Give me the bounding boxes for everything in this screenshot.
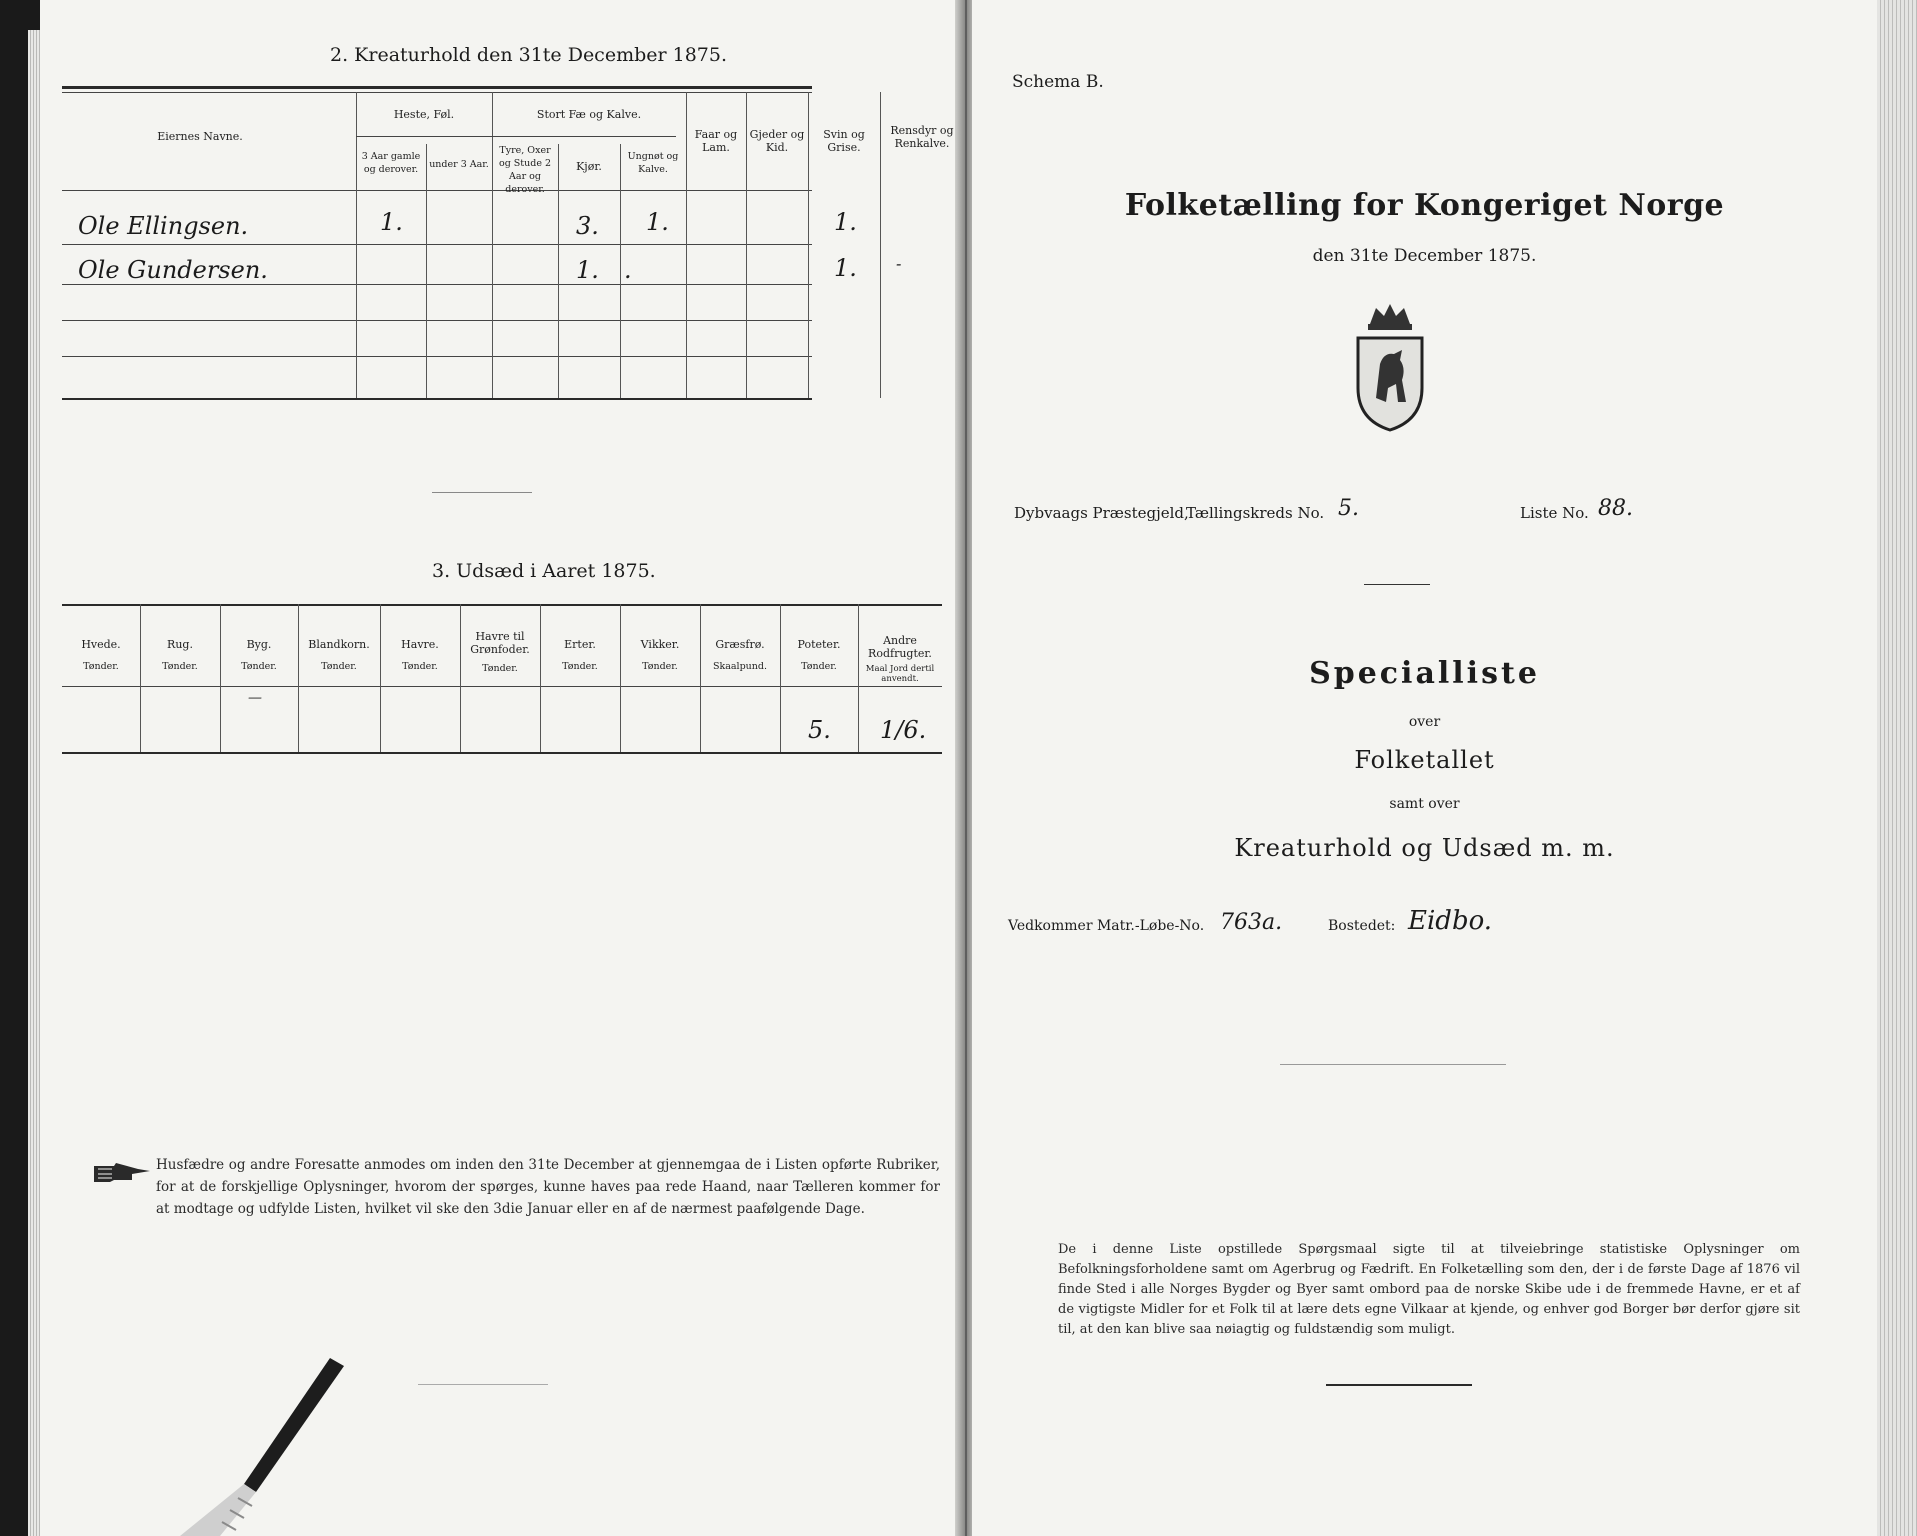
table-top-rule xyxy=(62,86,812,89)
seed-header: Blandkorn. xyxy=(308,638,370,651)
seed-unit: Tønder. xyxy=(642,661,678,672)
bosted-value: Eidbo. xyxy=(1408,906,1493,936)
col-line xyxy=(620,604,621,752)
col-line xyxy=(700,604,701,752)
seed-unit: Tønder. xyxy=(241,661,277,672)
col-line xyxy=(780,604,781,752)
header-pigs: Svin og Grise. xyxy=(823,128,865,154)
list-label: Liste No. xyxy=(1520,504,1589,522)
seed-header: Vikker. xyxy=(640,638,680,651)
coat-of-arms-icon xyxy=(1350,302,1430,432)
col-line xyxy=(540,604,541,752)
cell-value: 1. xyxy=(834,208,857,236)
right-page xyxy=(972,0,1877,1536)
cell-value: 3. xyxy=(576,212,599,240)
section3-title: 3. Udsæd i Aaret 1875. xyxy=(432,560,656,582)
over-text: over xyxy=(1408,714,1441,730)
table-top-rule-2 xyxy=(62,92,812,93)
col-line xyxy=(746,92,747,398)
seed-header: Græsfrø. xyxy=(715,638,765,651)
col-line xyxy=(298,604,299,752)
seed-table-top xyxy=(62,604,942,606)
samt-over-text: samt over xyxy=(1389,796,1460,812)
seed-value-poteter: 5. xyxy=(808,716,831,744)
col-line xyxy=(492,92,493,398)
seed-value-byg: — xyxy=(248,690,262,706)
document-date: den 31te December 1875. xyxy=(1312,246,1537,266)
seed-header: Havre. xyxy=(401,638,439,651)
seed-header: Poteter. xyxy=(797,638,841,651)
row-rule xyxy=(62,320,812,321)
col-line xyxy=(808,92,809,398)
bosted-label: Bostedet: xyxy=(1328,918,1396,934)
header-reindeer: Rensdyr og Renkalve. xyxy=(890,124,954,150)
header-bulls: Tyre, Oxer og Stude 2 Aar og derover. xyxy=(498,145,552,195)
separator xyxy=(1364,584,1430,585)
col-line xyxy=(220,604,221,752)
list-number: 88. xyxy=(1598,496,1633,521)
row-rule xyxy=(62,244,812,245)
seed-header: Hvede. xyxy=(81,638,121,651)
header-horses: Heste, Føl. xyxy=(393,108,455,121)
seed-header: Rug. xyxy=(167,638,193,651)
matr-number: 763a. xyxy=(1220,910,1283,935)
col-line xyxy=(356,92,357,398)
col-line xyxy=(380,604,381,752)
separator xyxy=(432,492,532,493)
page-stack-right-edge xyxy=(1877,0,1917,1536)
seed-value-andre: 1/6. xyxy=(880,716,927,744)
notice-text: Husfædre og andre Foresatte anmodes om inden den 31te December at gjennemgaa de i Listen opførte Rubriker, for at de forskjellige Oplysninger, hvorom der spørges, kunne haves paa rede Haand, naar Tælleren kommer for at modtage og udfylde Listen, hvilket vil ske den 3die Januar eller en af de nærmest paafølgende Dage. xyxy=(156,1157,940,1217)
schema-label: Schema B. xyxy=(1012,72,1104,92)
header-cows: Kjør. xyxy=(576,160,602,173)
seed-unit: Tønder. xyxy=(801,661,837,672)
seed-unit: Tønder. xyxy=(482,663,518,674)
col-line xyxy=(858,604,859,752)
col-line xyxy=(620,144,621,398)
seed-header: Byg. xyxy=(246,638,272,651)
district-label: Tællingskreds No. xyxy=(1186,504,1325,522)
seed-header: Andre Rodfrugter. xyxy=(868,634,932,660)
table-bottom-rule xyxy=(62,398,812,400)
header-horses-3plus: 3 Aar gamle og derover. xyxy=(361,151,421,175)
separator xyxy=(1280,1064,1506,1065)
separator xyxy=(418,1384,548,1385)
kreaturhold-heading: Kreaturhold og Udsæd m. m. xyxy=(1234,834,1615,862)
cell-value: 1. xyxy=(380,208,403,236)
header-horses-under3: under 3 Aar. xyxy=(429,159,489,170)
header-goats: Gjeder og Kid. xyxy=(749,128,805,154)
section2-title: 2. Kreaturhold den 31te December 1875. xyxy=(330,44,728,66)
parish-name: Dybvaags Præstegjeld, xyxy=(1014,504,1189,522)
left-page xyxy=(40,0,965,1536)
pen-icon xyxy=(160,1352,360,1536)
cell-value: - xyxy=(896,254,902,273)
col-line xyxy=(426,144,427,398)
cell-value: 1. xyxy=(576,256,599,284)
subheader-rule xyxy=(356,136,676,137)
matr-label: Vedkommer Matr.-Løbe-No. xyxy=(1008,918,1205,934)
pointing-hand-icon xyxy=(92,1160,152,1184)
specialliste-heading: Specialliste xyxy=(1309,656,1540,691)
col-line xyxy=(460,604,461,752)
seed-header: Erter. xyxy=(564,638,596,651)
district-number: 5. xyxy=(1338,496,1359,521)
seed-unit: Maal Jord dertil anvendt. xyxy=(865,664,935,684)
owner-name: Ole Ellingsen. xyxy=(78,212,249,240)
header-cattle: Stort Fæ og Kalve. xyxy=(536,108,642,121)
footer-note: De i denne Liste opstillede Spørgsmaal sigte til at tilveiebringe statistiske Oplysninger om Befolkningsforholdene samt om Agerbrug og Fædrift. En Folketælling som den, der i de første Dage af 1876 vil finde Sted i alle Norges Bygder og Byer samt ombord paa de norske Skibe ude i de fremmede Havne, er et af de vigtigste Midler for et Folk til at lære dets egne Vilkaar at kjende, og enhver god Borger bør derfor gjøre sit til, at den kan blive saa nøiagtig og fuldstændig som muligt. xyxy=(1058,1242,1800,1337)
seed-unit: Tønder. xyxy=(321,661,357,672)
seed-table-bottom xyxy=(62,752,942,754)
cell-value: . xyxy=(624,256,632,284)
seed-header: Havre til Grønfoder. xyxy=(470,630,530,656)
seed-unit: Tønder. xyxy=(162,661,198,672)
bottom-rule xyxy=(1326,1384,1472,1386)
seed-unit: Tønder. xyxy=(562,661,598,672)
header-young-cattle: Ungnøt og Kalve. xyxy=(627,151,679,175)
folketallet-heading: Folketallet xyxy=(1354,746,1495,774)
col-line xyxy=(686,92,687,398)
seed-unit: Skaalpund. xyxy=(712,661,768,672)
header-sheep: Faar og Lam. xyxy=(694,128,738,154)
table-header-rule xyxy=(62,190,812,191)
row-rule xyxy=(62,284,812,285)
col-line xyxy=(558,144,559,398)
cell-value: 1. xyxy=(834,254,857,282)
col-line xyxy=(880,92,881,398)
owner-name: Ole Gundersen. xyxy=(78,256,268,284)
header-owner: Eiernes Navne. xyxy=(157,130,243,143)
seed-unit: Tønder. xyxy=(402,661,438,672)
cell-value: 1. xyxy=(646,208,669,236)
seed-header-rule xyxy=(62,686,942,687)
row-rule xyxy=(62,356,812,357)
seed-unit: Tønder. xyxy=(83,661,119,672)
document-title: Folketælling for Kongeriget Norge xyxy=(1124,188,1725,223)
col-line xyxy=(140,604,141,752)
